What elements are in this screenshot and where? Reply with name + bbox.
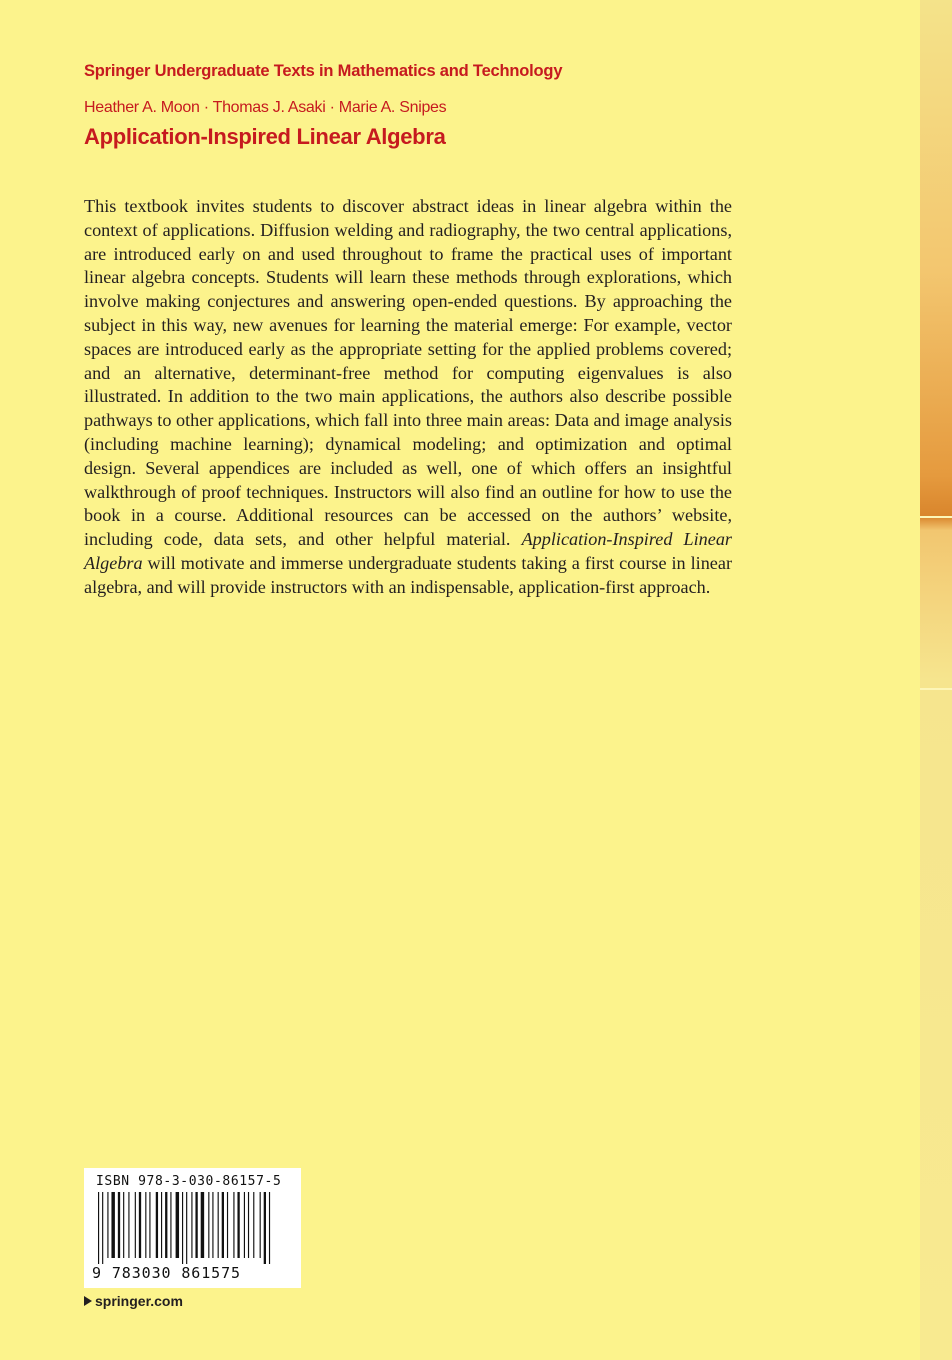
barcode-bar [135, 1192, 136, 1258]
barcode-bar [201, 1192, 204, 1258]
authors-line: Heather A. Moon · Thomas J. Asaki · Marie A. Snipes [84, 99, 447, 116]
barcode-box [84, 1168, 301, 1288]
barcode-bar [165, 1192, 167, 1258]
springer-link-text: springer.com [95, 1293, 183, 1309]
barcode-bar [212, 1192, 213, 1258]
book-title: Application-Inspired Linear Algebra [84, 124, 446, 149]
barcode-bars [96, 1192, 290, 1264]
barcode-bar [260, 1192, 261, 1258]
barcode-bar [182, 1192, 183, 1264]
barcode-bar [191, 1192, 192, 1258]
barcode-bar [161, 1192, 162, 1258]
barcode-bar [170, 1192, 171, 1258]
ean-digits: 9 783030 861575 [92, 1264, 241, 1282]
blurb-closing-title: Application-Inspired Linear Algebra [84, 529, 733, 573]
cover-image-edge [920, 0, 952, 1360]
barcode-bar [253, 1192, 254, 1258]
barcode-bar [218, 1192, 219, 1258]
series-title: Springer Undergraduate Texts in Mathematics and Technology [84, 62, 563, 80]
blurb-closing-text: will motivate and immerse undergraduate students taking a first course in linear algebra, and will provide instructors with an indispensable, application-first approach. [84, 552, 732, 597]
arrow-right-icon [84, 1296, 92, 1306]
isbn-label: ISBN 978-3-030-86157-5 [96, 1174, 282, 1189]
barcode-bar [269, 1192, 270, 1264]
barcode-bar [233, 1192, 234, 1258]
barcode-bar [195, 1192, 197, 1258]
barcode-bar [156, 1192, 158, 1258]
barcode-bar [111, 1192, 114, 1258]
barcode-bar [264, 1192, 266, 1264]
barcode-bar [227, 1192, 228, 1258]
barcode-bar [98, 1192, 99, 1264]
barcode-bar [123, 1192, 124, 1258]
springer-link[interactable] [84, 1293, 183, 1309]
barcode-bar [139, 1192, 141, 1258]
barcode-bar [244, 1192, 245, 1258]
barcode-bar [102, 1192, 103, 1264]
barcode-bar [237, 1192, 239, 1258]
barcode-bar [107, 1192, 108, 1258]
blurb-main: This textbook invites students to discover abstract ideas in linear algebra within the context of applications. Diffusion welding and radiography, the two central applications, are introduced early on and used throughout to frame the practical uses of important linear algebra concepts. Students will learn these methods through explorations, which involve making conjectures and answering open-ended questions. By approaching the subject in this way, new avenues for learning the material emerge: For example, vector spaces are introduced early as the appropriate setting for the applied problems covered; and an alternative, determinant-free method for computing eigenvalues is also illustrated. In addition to the two main applications, the authors also describe possible pathways to other applications, which fall into three main areas: Data and image analysis (including machine learning); dynamical modeling; and optimization and optimal design. Several appendices are included as well, one of which offers an insightful walkthrough of proof techniques. Instructors will also find an outline for how to use the book in a course. Additional resources can be accessed on the authors’ website, including code, data sets, and other helpful material. [84, 196, 732, 550]
barcode-bar [176, 1192, 179, 1258]
barcode-bar [149, 1192, 150, 1258]
barcode-bar [118, 1192, 120, 1258]
barcode-bar [208, 1192, 209, 1258]
barcode-bar [186, 1192, 187, 1264]
barcode-bar [128, 1192, 129, 1258]
blurb-text [84, 195, 732, 600]
barcode-bar [145, 1192, 146, 1258]
barcode-bar [248, 1192, 249, 1258]
barcode-bar [222, 1192, 224, 1258]
